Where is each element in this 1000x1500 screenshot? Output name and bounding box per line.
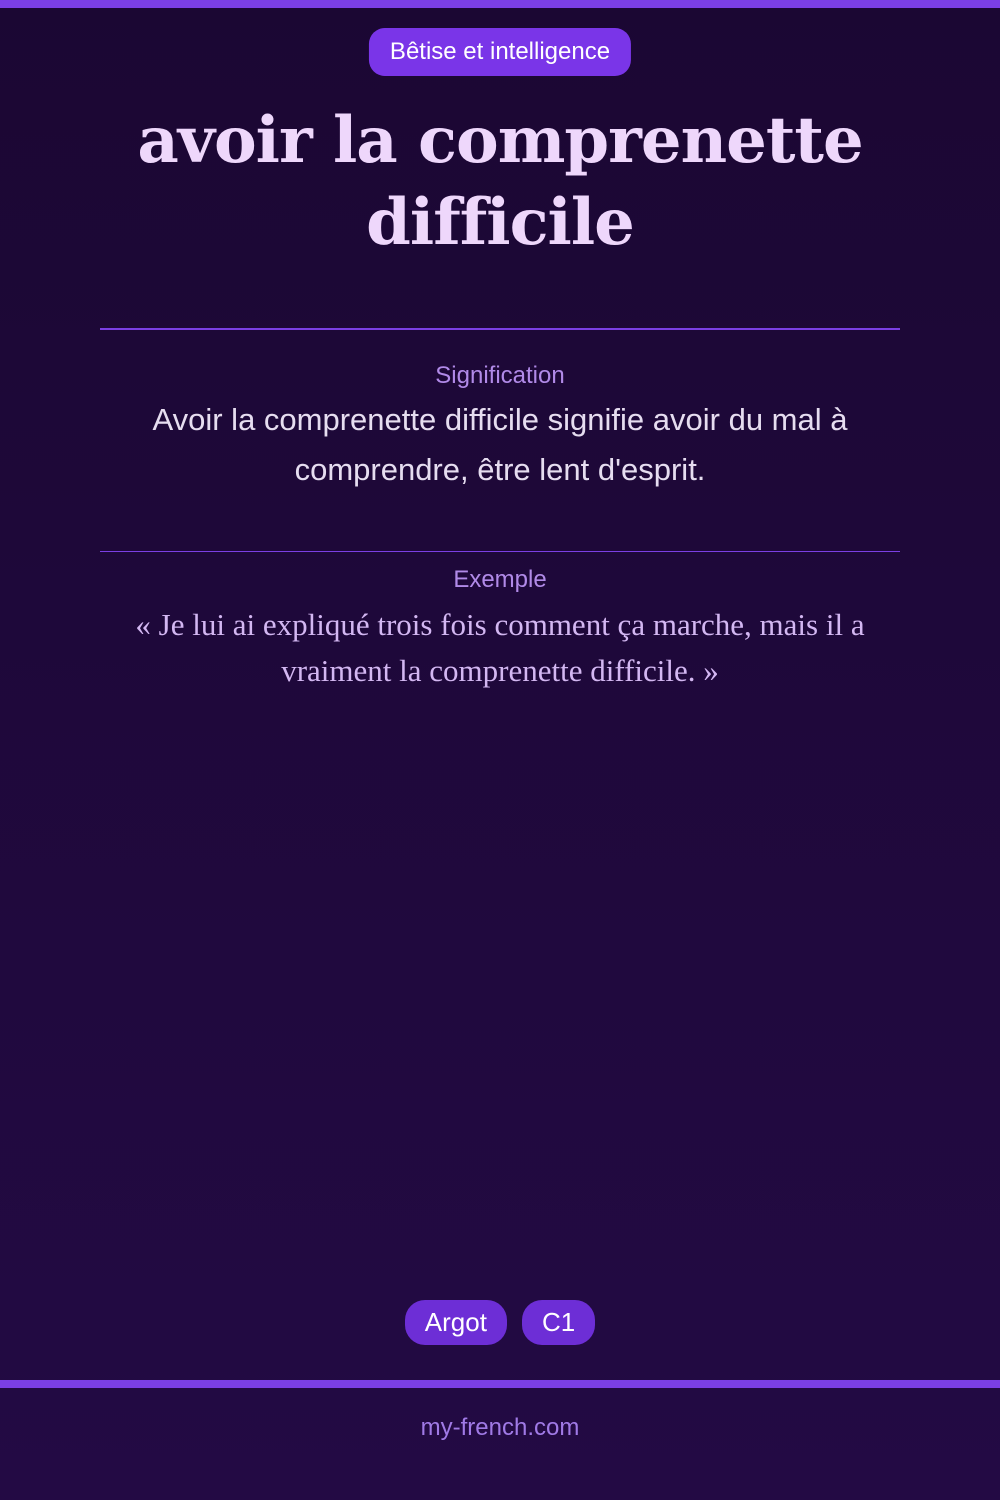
top-accent-bar [0, 0, 1000, 8]
tag-list [0, 1300, 1000, 1345]
meaning-label: Signification [435, 362, 565, 389]
bottom-accent-bar [0, 1380, 1000, 1388]
category-badge: Bêtise et intelligence [369, 28, 631, 76]
expression-title: avoir la comprenette difficile [137, 103, 863, 260]
tag-level: C1 [522, 1300, 595, 1345]
tag-register: Argot [405, 1300, 507, 1345]
example-label: Exemple [453, 566, 547, 593]
meaning-text: Avoir la comprenette difficile signifie avoir du mal à comprendre, être lent d'esprit. [152, 402, 848, 487]
meaning-divider [100, 328, 900, 330]
footer-site-link[interactable]: my-french.com [420, 1414, 580, 1441]
example-divider [100, 551, 900, 552]
example-quote: « Je lui ai expliqué trois fois comment ça marche, mais il a vraiment la comprenette difficile. » [135, 607, 865, 688]
